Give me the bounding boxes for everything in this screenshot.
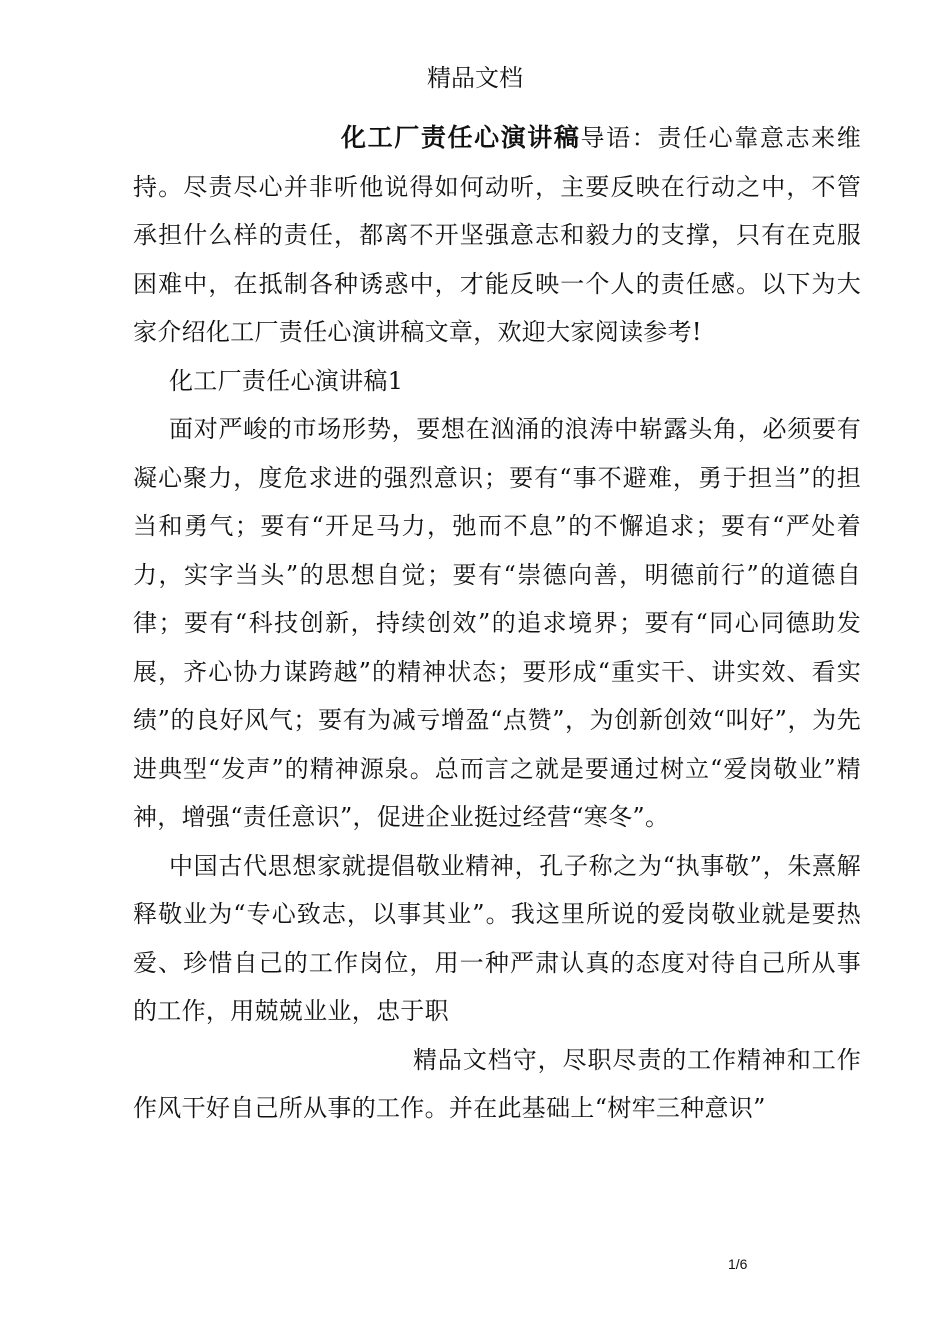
paragraph-1: 面对严峻的市场形势，要想在汹涌的浪涛中崭露头角，必须要有凝心聚力，度危求进的强烈意识；要有“事不避难，勇于担当”的担当和勇气；要有“开足马力，弛而不息”的不懈追求；要有“严处着力，实字当头”的思想自觉；要有“崇德向善，明德前行”的道德自律；要有“科技创新，持续创效”的追求境界；要有“同心同德助发展，齐心协力谋跨越”的精神状态；要形成“重实干、讲实效、看实绩”的良好风气；要有为减亏增盈“点赞”，为创新创效“叫好”，为先进典型“发声”的精神源泉。总而言之就是要通过树立“爱岗敬业”精神，增强“责任意识”，促进企业挺过经营“寒冬”。 — [133, 415, 861, 831]
page-number: 1/6 — [728, 1256, 748, 1272]
paragraph-2: 中国古代思想家就提倡敬业精神，孔子称之为“执事敬”，朱熹解释敬业为“专心致志，以事其业”。我这里所说的爱岗敬业就是要热爱、珍惜自己的工作岗位，用一种严肃认真的态度对待自己所从事的工作，用兢兢业业，忠于职 — [133, 851, 861, 1025]
document-body — [133, 114, 861, 1133]
section-title: 化工厂责任心演讲稿1 — [169, 366, 404, 395]
mid-page-header: 精品文档 — [413, 1045, 513, 1074]
page-header: 精品文档 — [427, 64, 523, 92]
document-title: 化工厂责任心演讲稿 — [341, 123, 581, 152]
paragraph-3 — [133, 1036, 861, 1133]
paragraph-3-text: 守，尽职尽责的工作精神和工作作风干好自己所从事的工作。并在此基础上“树牢三种意识” — [133, 1045, 862, 1122]
title-paragraph — [133, 114, 861, 357]
intro-text: 导语：责任心靠意志来维持。尽责尽心并非听他说得如何动听，主要反映在行动之中，不管承担什么样的责任，都离不开坚强意志和毅力的支撑，只有在克服困难中，在抵制各种诱惑中，才能反映一个人的责任感。以下为大家介绍化工厂责任心演讲稿文章，欢迎大家阅读参考! — [133, 124, 861, 346]
